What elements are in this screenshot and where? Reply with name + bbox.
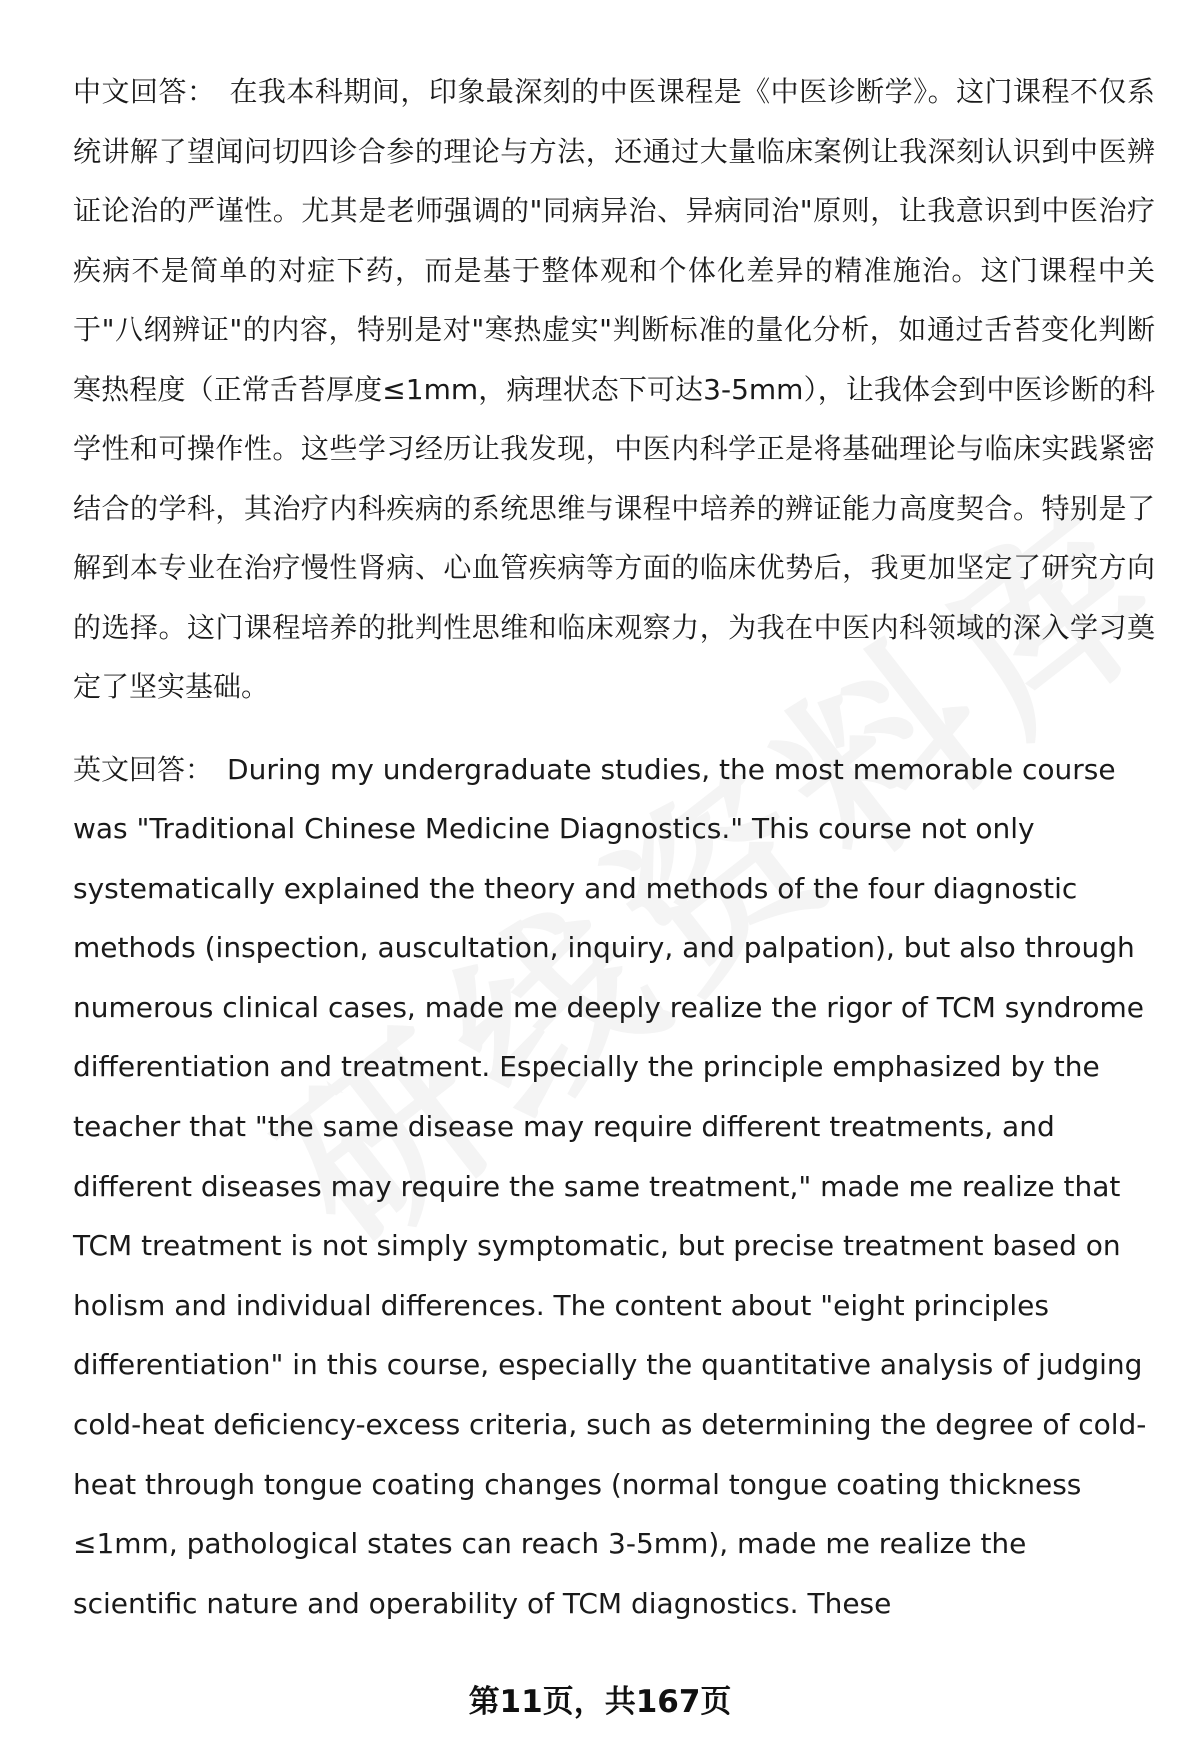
page-content (73, 62, 1155, 1633)
english-answer-text: During my undergraduate studies, the most memorable course was "Traditional Chinese Medicine Diagnostics." This course not only systematically explained the theory and methods of the four diagnostic methods (inspection, auscultation, inquiry, and palpation), but also through numerous clinical cases, made me deeply realize the rigor of TCM syndrome differentiation and treatment. Especially the principle emphasized by the teacher that "the same disease may require different treatments, and different diseases may require the same treatment," made me realize that TCM treatment is not simply symptomatic, but precise treatment based on holism and individual differences. The content about "eight principles differentiation" in this course, especially the quantitative analysis of judging cold-heat deficiency-excess criteria, such as determining the degree of cold-heat through tongue coating changes (normal tongue coating thickness ≤1mm, pathological states can reach 3-5mm), made me realize the scientific nature and operability of TCM diagnostics. These (73, 752, 1147, 1620)
page-number-footer: 第11页，共167页 (468, 1684, 732, 1720)
english-answer-label: 英文回答： (73, 752, 214, 786)
chinese-answer-text: 在我本科期间，印象最深刻的中医课程是《中医诊断学》。这门课程不仅系统讲解了望闻问切四诊合参的理论与方法，还通过大量临床案例让我深刻认识到中医辨证论治的严谨性。尤其是老师强调的"同病异治、异病同治"原则，让我意识到中医治疗疾病不是简单的对症下药，而是基于整体观和个体化差异的精准施治。这门课程中关于"八纲辨证"的内容，特别是对"寒热虚实"判断标准的量化分析，如通过舌苔变化判断寒热程度（正常舌苔厚度≤1mm，病理状态下可达3-5mm），让我体会到中医诊断的科学性和可操作性。这些学习经历让我发现，中医内科学正是将基础理论与临床实践紧密结合的学科，其治疗内科疾病的系统思维与课程中培养的辨证能力高度契合。特别是了解到本专业在治疗慢性肾病、心血管疾病等方面的临床优势后，我更加坚定了研究方向的选择。这门课程培养的批判性思维和临床观察力，为我在中医内科领域的深入学习奠定了坚实基础。 (73, 75, 1155, 703)
english-answer-paragraph (73, 740, 1155, 1634)
chinese-answer-paragraph (73, 62, 1155, 717)
chinese-answer-label: 中文回答： (73, 75, 216, 108)
